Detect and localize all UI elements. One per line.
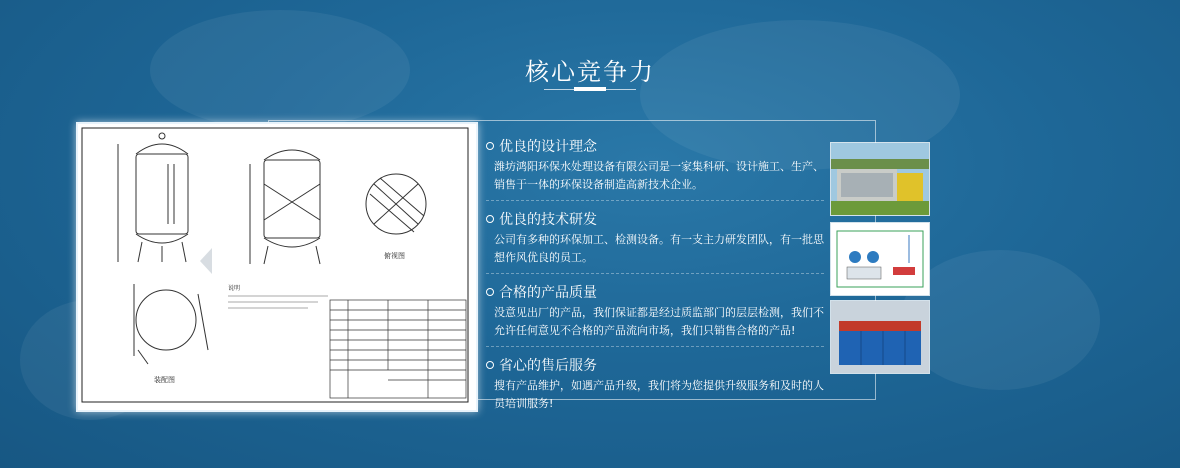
- thumbnail-control-diagram[interactable]: [830, 222, 930, 296]
- feature-list: [486, 136, 824, 427]
- world-map-decoration: [900, 250, 1100, 390]
- feature-description: 没意见出厂的产品，我们保证都是经过质监部门的层层检测，我们不允许任何意见不合格的产品流向市场，我们只销售合格的产品!: [494, 306, 824, 337]
- thumbnail-container-equipment[interactable]: [830, 300, 930, 374]
- feature-item: [486, 355, 824, 419]
- drawing-notes-title: 说明: [228, 285, 241, 292]
- feature-description: 公司有多种的环保加工、检测设备。有一支主力研发团队，有一批思想作风优良的员工。: [494, 233, 824, 264]
- feature-item: [486, 136, 824, 201]
- feature-title: 合格的产品质量: [499, 285, 597, 301]
- section-title: 核心竞争力: [525, 58, 655, 86]
- feature-description: 潍坊鸿阳环保水处理设备有限公司是一家集科研、设计施工、生产、销售于一体的环保设备制造高新技术企业。: [494, 160, 824, 191]
- drawing-label-bottom: 装配图: [154, 376, 175, 384]
- feature-title: 省心的售后服务: [499, 358, 597, 374]
- feature-title: 优良的设计理念: [499, 139, 597, 155]
- feature-title: 优良的技术研发: [499, 212, 597, 228]
- drawing-arrow-icon: [200, 248, 212, 274]
- circle-bullet-icon: [486, 215, 494, 223]
- circle-bullet-icon: [486, 288, 494, 296]
- title-underline-accent: [574, 87, 606, 91]
- circle-bullet-icon: [486, 142, 494, 150]
- thumbnail-facility[interactable]: [830, 142, 930, 216]
- engineering-drawing-image: [76, 122, 478, 412]
- feature-item: [486, 209, 824, 274]
- feature-description: 搜有产品维护，如遇产品升级，我们将为您提供升级服务和及时的人员培训服务!: [494, 379, 824, 410]
- drawing-label-top: 俯视图: [384, 252, 405, 260]
- circle-bullet-icon: [486, 361, 494, 369]
- feature-item: [486, 282, 824, 347]
